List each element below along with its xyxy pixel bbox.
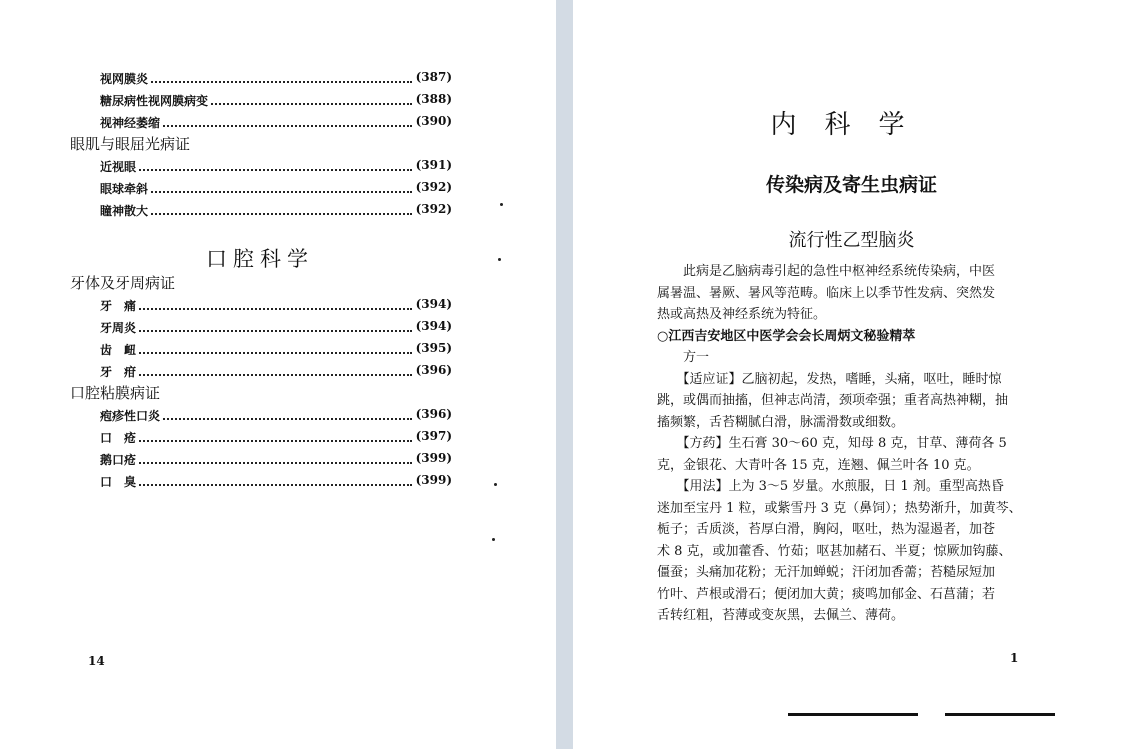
toc-entry-label: 口 疮	[100, 431, 137, 445]
toc-entry-label: 牙 痛	[100, 299, 137, 313]
toc-entry-label: 糖尿病性视网膜病变	[100, 94, 209, 108]
toc-entry-label: 疱疹性口炎	[100, 409, 161, 423]
toc-entry-label: 视神经萎缩	[100, 116, 161, 130]
left-page	[0, 0, 556, 749]
toc-entry-page: (390)	[415, 114, 452, 128]
oral-science-title: 口腔科学	[206, 247, 314, 271]
body-line: 【适应证】乙脑初起，发热，嗜睡，头痛，呕吐，睡时惊	[657, 371, 1002, 387]
toc-entry-label: 近视眼	[100, 160, 137, 174]
toc-entry-page: (387)	[415, 70, 452, 84]
section-teeth: 牙体及牙周病证	[70, 274, 176, 292]
toc-entry	[100, 155, 452, 175]
section-eye-muscle: 眼肌与眼屈光病证	[70, 135, 191, 153]
toc-entry-label: 牙周炎	[100, 321, 137, 335]
toc-entry-label: 眼球牵斜	[100, 182, 149, 196]
toc-entry-page: (394)	[415, 297, 452, 311]
source-heading: ○江西吉安地区中医学会会长周炳文秘验精萃	[657, 328, 916, 344]
scan-speck	[492, 538, 495, 541]
toc-entry-label: 牙 疳	[100, 365, 137, 379]
body-line: 克，金银花、大青叶各 15 克，连翘、佩兰叶各 10 克。	[657, 457, 980, 473]
toc-entry	[100, 360, 452, 380]
toc-entry	[100, 426, 452, 446]
body-line: 术 8 克，或加藿香、竹茹；呕甚加赭石、半夏；惊厥加钩藤、	[657, 543, 1012, 559]
page-title: 内科学	[770, 110, 933, 140]
body-line: 迷加至宝丹 1 粒，或紫雪丹 3 克（鼻饲）；热势渐升，加黄芩、	[657, 500, 1022, 516]
toc-entry-page: (395)	[415, 341, 452, 355]
toc-leader-dots	[100, 352, 412, 354]
toc-entry	[100, 111, 452, 131]
toc-entry	[100, 404, 452, 424]
section-heading: 流行性乙型脑炎	[788, 230, 915, 251]
body-line: 搐频繁，舌苔糊腻白滑，脉濡滑数或细数。	[657, 414, 905, 430]
toc-entry-page: (396)	[415, 363, 452, 377]
toc-leader-dots	[100, 462, 412, 464]
body-line: 此病是乙脑病毒引起的急性中枢神经系统传染病，中医	[657, 264, 996, 279]
scan-artifact-line	[788, 713, 918, 716]
scan-speck	[494, 483, 497, 486]
page-number-right: 1	[1010, 651, 1019, 665]
toc-entry-label: 鹅口疮	[100, 453, 137, 467]
toc-entry	[100, 316, 452, 336]
body-line: 舌转红粗，苔薄或变灰黑，去佩兰、薄荷。	[657, 608, 905, 623]
toc-entry-page: (388)	[415, 92, 452, 106]
toc-leader-dots	[100, 440, 412, 442]
section-mucosa: 口腔粘膜病证	[70, 384, 161, 402]
scan-speck	[498, 258, 501, 261]
toc-entry	[100, 448, 452, 468]
toc-entry-page: (392)	[415, 180, 452, 194]
toc-leader-dots	[100, 374, 412, 376]
toc-entry-page: (397)	[415, 429, 452, 443]
toc-entry-page: (396)	[415, 407, 452, 421]
body-line: 方一	[657, 350, 710, 365]
page-number-left: 14	[88, 654, 105, 668]
toc-entry	[100, 177, 452, 197]
page-gutter	[556, 0, 573, 749]
toc-entry	[100, 199, 452, 219]
chapter-subtitle: 传染病及寄生虫病证	[765, 174, 937, 196]
toc-entry-label: 瞳神散大	[100, 204, 149, 218]
toc-leader-dots	[100, 308, 412, 310]
body-line: 跳，或偶而抽搐，但神志尚清，颈项牵强；重者高热神糊，抽	[657, 393, 1009, 408]
toc-entry-page: (391)	[415, 158, 452, 172]
scan-speck	[500, 203, 503, 206]
toc-entry-page: (394)	[415, 319, 452, 333]
toc-leader-dots	[100, 169, 412, 171]
toc-entry-page: (399)	[415, 473, 452, 487]
toc-entry	[100, 67, 452, 87]
toc-leader-dots	[100, 484, 412, 486]
toc-entry	[100, 89, 452, 109]
toc-entry	[100, 338, 452, 358]
toc-entry-label: 齿 衄	[100, 343, 137, 357]
body-line: 【方药】生石膏 30～60 克，知母 8 克，甘草、薄荷各 5	[657, 436, 1007, 451]
body-line: 僵蚕；头痛加花粉；无汗加蝉蜕；汗闭加香薷；苔糙尿短加	[657, 565, 996, 580]
body-line: 属暑温、暑厥、暑风等范畴。临床上以季节性发病、突然发	[657, 285, 996, 301]
toc-entry	[100, 470, 452, 490]
body-line: 【用法】上为 3～5 岁量。水煎服，日 1 剂。重型高热昏	[657, 479, 1004, 494]
body-line: 竹叶、芦根或滑石；便闭加大黄；痰鸣加郁金、石菖蒲；若	[657, 586, 996, 602]
body-line: 栀子；舌质淡，苔厚白滑，胸闷，呕吐，热为湿遏者，加苍	[657, 522, 996, 537]
body-line: 热或高热及神经系统为特征。	[657, 307, 827, 322]
right-page	[573, 0, 1130, 749]
toc-entry-page: (392)	[415, 202, 452, 216]
toc-entry	[100, 294, 452, 314]
toc-entry-label: 口 臭	[100, 475, 137, 489]
toc-entry-label: 视网膜炎	[100, 72, 149, 86]
scan-artifact-line	[945, 713, 1055, 716]
toc-leader-dots	[100, 330, 412, 332]
toc-entry-page: (399)	[415, 451, 452, 465]
